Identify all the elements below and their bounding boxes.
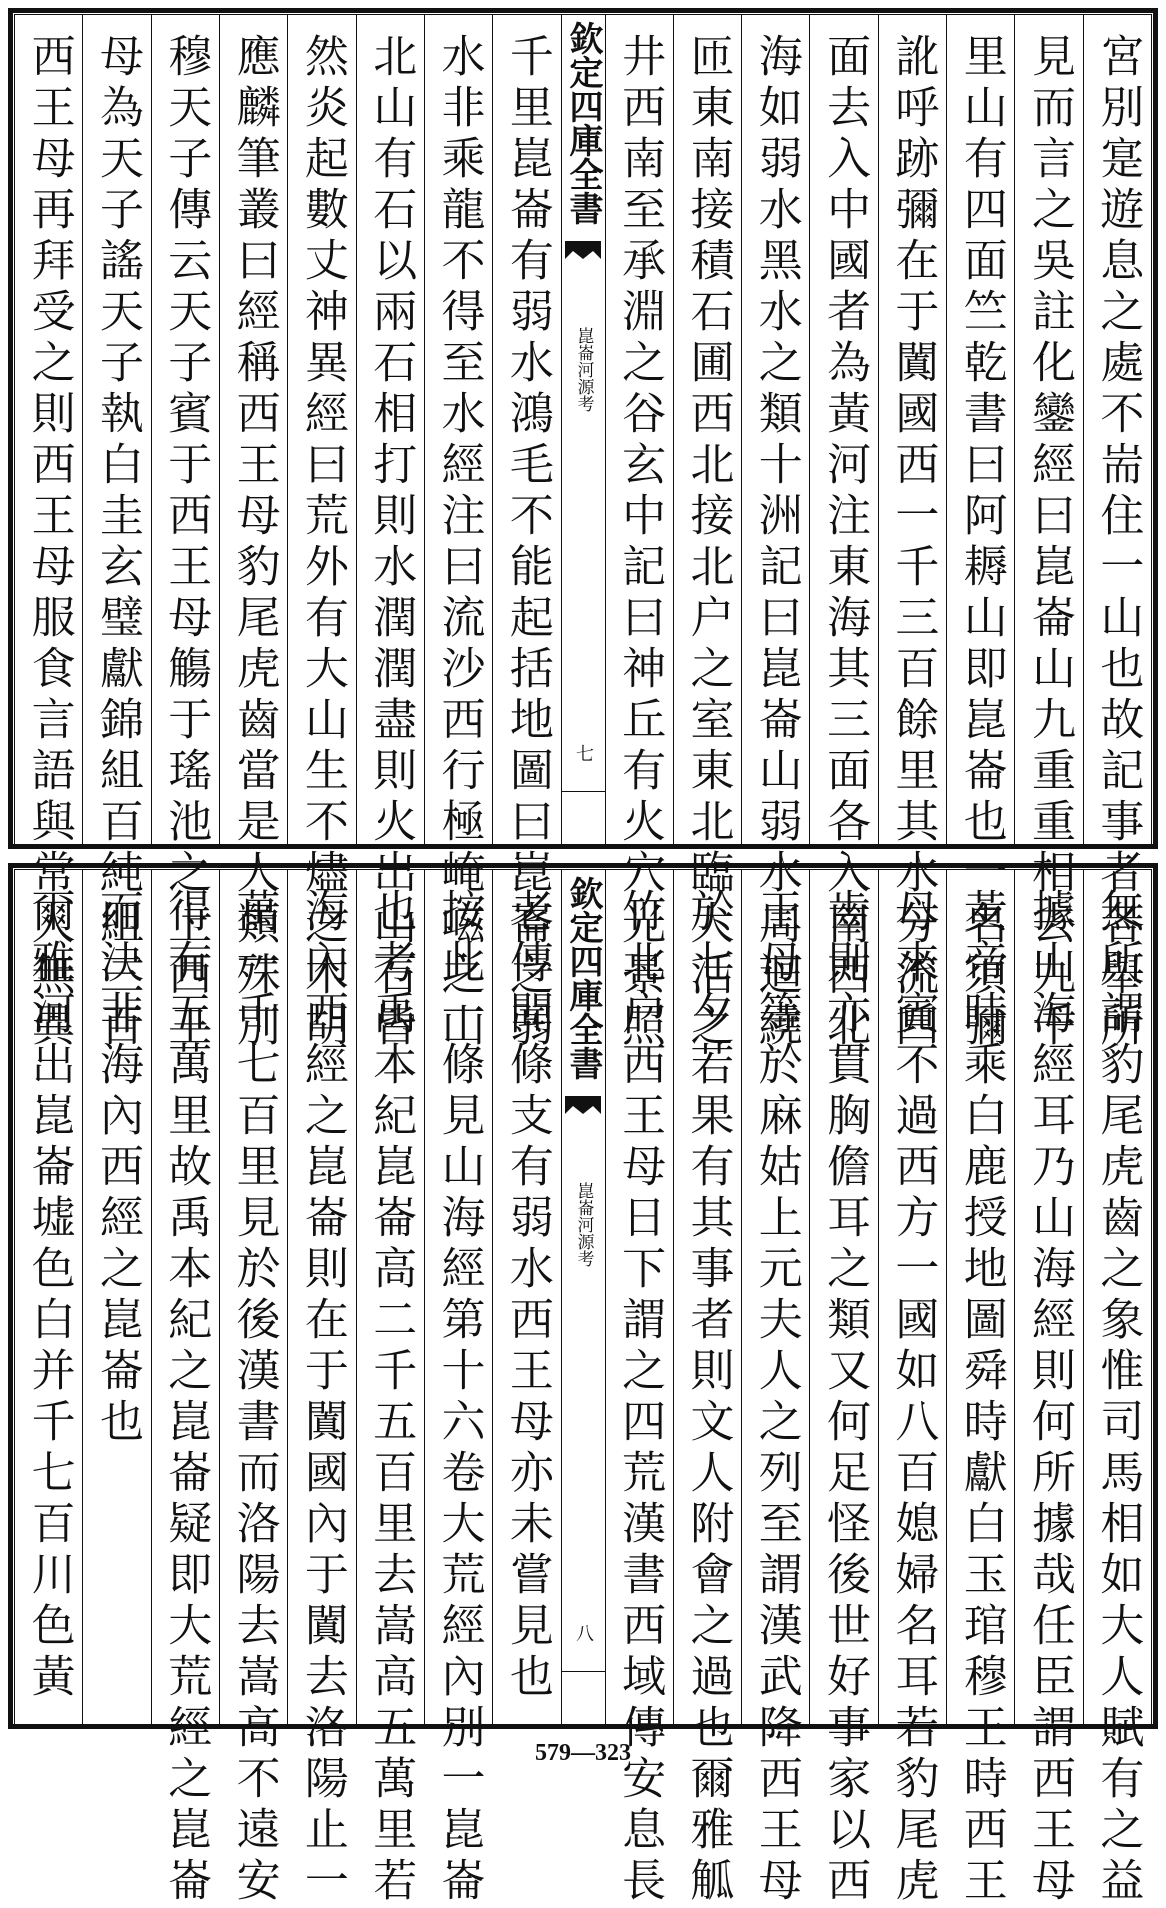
column-text: 無所謂豹尾虎齒之象惟司馬相如大人賦有之益: [1092, 888, 1144, 1908]
text-column: [492, 15, 560, 1053]
text-column: [741, 870, 809, 1908]
column-text: 海如弱水黑水之類十洲記曰崑崙山弱水周迴繞: [750, 33, 802, 1053]
text-column: [219, 15, 287, 1053]
divider: [562, 791, 605, 792]
book-title: 崑崙河源考: [573, 1182, 594, 1267]
text-column: [82, 870, 150, 1724]
column-text: 也考禹本紀崑崙高二千五百里去嵩高五萬里若: [365, 888, 417, 1908]
column-text: 井西南至承淵之谷玄中記曰神丘有火穴光景照: [614, 33, 666, 1053]
text-column: [356, 870, 424, 1908]
fish-tail-mark-icon: [563, 1094, 603, 1116]
text-column: [219, 870, 287, 1908]
text-grid: [14, 14, 1152, 1053]
text-column: [424, 15, 492, 1053]
column-text: 應麟筆叢曰經稱西王母豹尾虎齒當是人類殊別: [228, 33, 280, 1053]
column-text: 爾雅河出崑崙墟色白并千七百川色黃: [23, 888, 75, 1704]
text-column: [1083, 15, 1151, 1053]
column-text: 得有五萬里故禹本紀之崑崙疑即大荒經之崑崙: [160, 888, 212, 1908]
column-text: 海內西經之崑崙則在于闐國內于闐去洛陽止一: [296, 888, 348, 1908]
fish-tail-mark-icon: [563, 239, 603, 261]
column-text: 匝東南接積石圃西北接北户之室東北臨大活之: [682, 33, 734, 1053]
column-text: 里山有四面竺乾書曰阿耨山即崑崙也一名須彌: [955, 33, 1007, 1053]
text-column: [741, 15, 809, 1053]
text-column: [809, 870, 877, 1908]
column-text: 萬一千七百里見於後漢書而洛陽去嵩高不遠安: [228, 888, 280, 1908]
page-footer-number: 579—323: [535, 1740, 631, 1766]
column-text: 穆天子傳云天子賓于西王母觴于瑤池之上西王: [160, 33, 212, 1053]
column-text: 宮別寔遊息之處不耑住一山也故記事者各舉所: [1092, 33, 1144, 1053]
column-text: 老傳聞條支有弱水西王母亦未嘗見也: [501, 888, 553, 1704]
column-text: 北山有石以兩石相打則水潤潤盡則火出山石皆: [365, 33, 417, 1053]
book-title: 崑崙河源考: [573, 327, 594, 412]
column-text: 齒則亦貫胸儋耳之類又何足怪後世好事家以西: [819, 888, 871, 1908]
column-text: 千里崑崙有弱水鴻毛不能起括地圖曰崑崙之弱: [501, 33, 553, 1053]
column-text: 母來賓不過西方一國如八百媳婦名耳若豹尾虎: [887, 888, 939, 1908]
column-text: 西王母再拜受之則西王母服食言語與常人無異: [23, 33, 75, 1053]
text-column: [492, 870, 560, 1724]
text-column: [946, 870, 1014, 1908]
text-column: [1014, 15, 1082, 1053]
text-column: [878, 870, 946, 1908]
text-column: [82, 15, 150, 1053]
center-fold-column: [561, 870, 605, 1724]
text-column: [151, 870, 219, 1908]
header-title: 欽定四庫全書: [563, 876, 603, 1080]
text-column: [605, 870, 673, 1908]
text-column: [15, 15, 82, 1053]
text-column: [287, 15, 355, 1053]
column-text: 王母等於麻姑上元夫人之列至謂漢武降西王母: [750, 888, 802, 1908]
text-column: [673, 15, 741, 1053]
column-text: 按此一條見山海經第十六卷大荒經內別一崑崙: [433, 888, 485, 1908]
column-text: 水非乘龍不得至水經注曰流沙西行極崦嵫之山: [433, 33, 485, 1053]
text-column: [946, 15, 1014, 1053]
page-number: 七: [573, 744, 594, 762]
text-column: [15, 870, 82, 1724]
column-text: 竹北户西王母日下謂之四荒漢書西域傳安息長: [614, 888, 666, 1908]
text-column: [356, 15, 424, 1053]
text-column: [605, 15, 673, 1053]
column-text: 黃帝時乘白鹿授地圖舜時獻白玉琯穆王時西王: [955, 888, 1007, 1908]
column-text: 於七夕若果有其事者則文人附會之過也爾雅觚: [682, 888, 734, 1908]
text-column: [673, 870, 741, 1908]
text-column: [424, 870, 492, 1908]
column-text: 見而言之吳註化鑾經曰崑崙山九重重相去九千: [1024, 33, 1076, 1053]
text-column: [878, 15, 946, 1053]
column-text: 面去入中國者為黃河注東海其三面各入南西北: [819, 33, 871, 1053]
center-fold-column: [561, 15, 605, 844]
text-column: [287, 870, 355, 1908]
column-text: 而決非海內西經之崑崙也: [91, 888, 143, 1449]
divider: [562, 1671, 605, 1672]
column-text: 據山海經耳乃山海經則何所據哉任臣謂西王母: [1024, 888, 1076, 1908]
column-text: 訛呼跡彌在于闐國西一千三百餘里其水分流四: [887, 33, 939, 1053]
text-column: [1083, 870, 1151, 1908]
text-column: [1014, 870, 1082, 1908]
column-text: 母為天子謠天子執白圭玄璧獻錦組百純組三百: [91, 33, 143, 1053]
page-number: 八: [573, 1624, 594, 1642]
header-title: 欽定四庫全書: [563, 21, 603, 225]
column-text: 然炎起數丈神異經曰荒外有大山生不燼之木胡: [296, 33, 348, 1053]
text-column: [809, 15, 877, 1053]
text-column: [151, 15, 219, 1053]
